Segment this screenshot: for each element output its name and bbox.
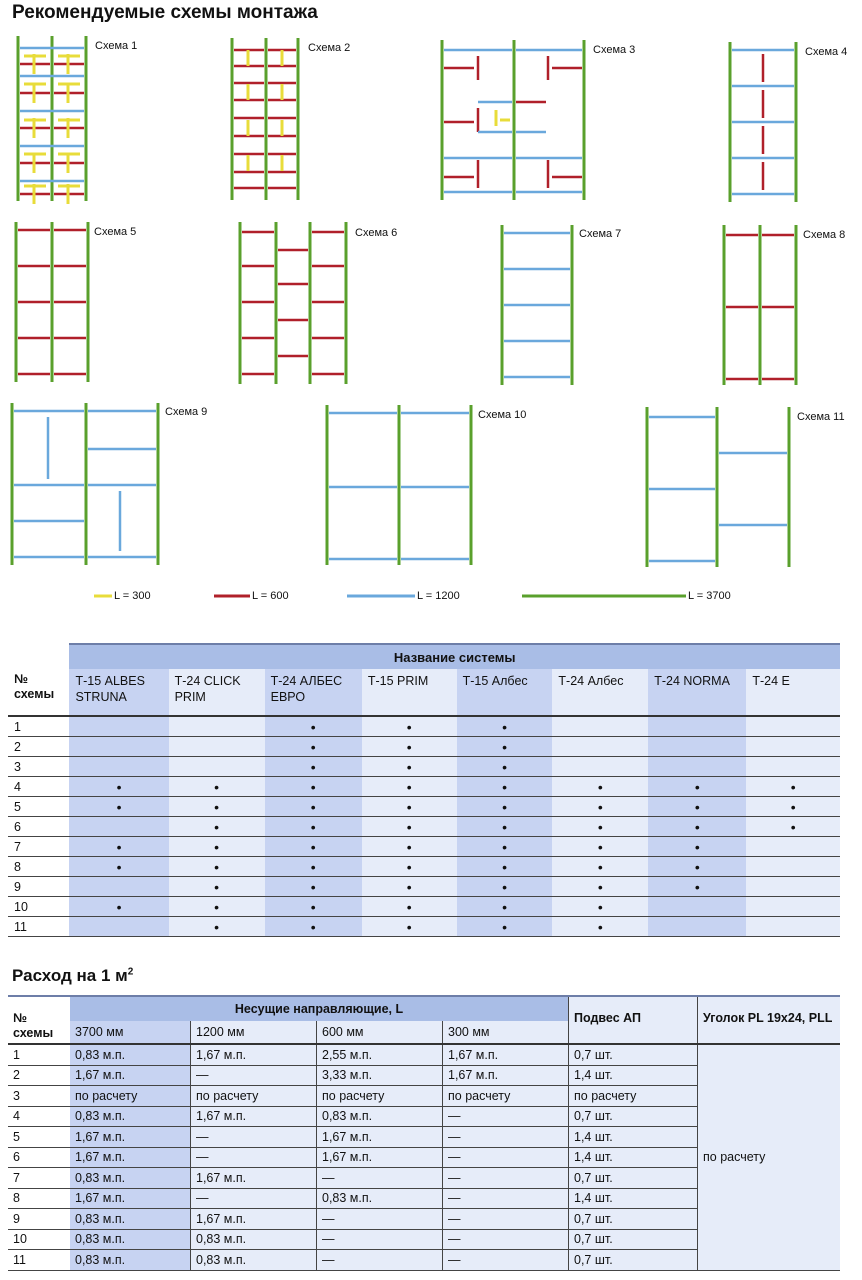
consumption-cell: — [317, 1168, 443, 1189]
system-column-header: Т-24 Албес [552, 669, 648, 716]
compat-cell: • [457, 737, 553, 757]
compat-cell: • [169, 817, 265, 837]
compat-cell: • [457, 716, 553, 737]
compat-cell [169, 737, 265, 757]
compat-cell [746, 737, 840, 757]
consumption-cell: — [443, 1168, 569, 1189]
compat-cell: • [362, 777, 457, 797]
table-row [8, 757, 840, 777]
compat-cell: • [265, 817, 362, 837]
compat-cell [746, 716, 840, 737]
row-number: 11 [8, 917, 69, 937]
scheme-label: Схема 6 [355, 227, 398, 239]
compat-cell: • [457, 837, 553, 857]
compat-cell: • [457, 817, 553, 837]
scheme-label: Схема 10 [478, 409, 527, 421]
consumption-cell: — [191, 1147, 317, 1168]
compat-cell: • [265, 797, 362, 817]
compat-cell: • [552, 877, 648, 897]
rails-header: Несущие направляющие, L [70, 996, 569, 1021]
system-column-header: Т-24 NORMA [648, 669, 746, 716]
compat-cell [648, 737, 746, 757]
scheme-label: Схема 5 [94, 226, 137, 238]
consumption-title: Расход на 1 $м^2$ [12, 966, 134, 985]
compat-cell: • [552, 777, 648, 797]
compat-cell: • [362, 817, 457, 837]
consumption-cell: 1,67 м.п. [70, 1127, 191, 1148]
compat-cell: • [457, 797, 553, 817]
system-name-header: Название системы [69, 644, 840, 669]
legend-item-1200: L = 1200 [417, 590, 460, 602]
consumption-cell: — [317, 1250, 443, 1271]
row-number: 4 [8, 1106, 70, 1127]
consumption-cell: 0,83 м.п. [70, 1250, 191, 1271]
table-row [8, 716, 840, 737]
consumption-cell: по расчету [317, 1086, 443, 1107]
consumption-cell: 0,83 м.п. [191, 1229, 317, 1250]
table-row [8, 797, 840, 817]
consumption-cell: 0,83 м.п. [70, 1106, 191, 1127]
scheme-label: Схема 9 [165, 406, 208, 418]
compat-cell: • [265, 877, 362, 897]
scheme-label: Схема 7 [579, 228, 622, 240]
compat-cell: • [457, 857, 553, 877]
compat-cell: • [169, 897, 265, 917]
consumption-cell: 1,67 м.п. [191, 1168, 317, 1189]
consumption-cell: 0,7 шт. [569, 1168, 698, 1189]
rail-length-header: 1200 мм [191, 1021, 317, 1044]
consumption-cell: 1,67 м.п. [443, 1065, 569, 1086]
consumption-cell: 0,7 шт. [569, 1044, 698, 1065]
compat-cell [69, 716, 168, 737]
hanger-header: Подвес АП [569, 996, 698, 1044]
system-column-header: Т-24 АЛБЕС ЕВРО [265, 669, 362, 716]
consumption-cell: 1,4 шт. [569, 1188, 698, 1209]
compat-cell: • [169, 837, 265, 857]
num-header: № схемы [8, 644, 69, 716]
consumption-cell: 1,67 м.п. [191, 1209, 317, 1230]
compat-cell: • [552, 797, 648, 817]
table-row [8, 877, 840, 897]
compat-cell: • [362, 737, 457, 757]
scheme-1-diagram [12, 36, 90, 201]
consumption-cell: — [443, 1188, 569, 1209]
scheme-4-diagram [726, 42, 800, 202]
consumption-cell: 0,83 м.п. [191, 1250, 317, 1271]
compat-cell [648, 716, 746, 737]
compat-cell: • [746, 777, 840, 797]
rail-length-header: 600 мм [317, 1021, 443, 1044]
compat-cell: • [362, 757, 457, 777]
row-number: 9 [8, 877, 69, 897]
table-row [8, 857, 840, 877]
row-number: 3 [8, 1086, 70, 1107]
consumption-cell: 1,67 м.п. [191, 1044, 317, 1065]
compat-cell [69, 917, 168, 937]
consumption-cell: — [191, 1127, 317, 1148]
compat-cell [746, 857, 840, 877]
compat-cell [746, 877, 840, 897]
consumption-cell: 1,67 м.п. [70, 1147, 191, 1168]
consumption-cell: — [443, 1250, 569, 1271]
compat-cell: • [69, 837, 168, 857]
num-header: № схемы [8, 996, 70, 1044]
compat-cell [552, 716, 648, 737]
row-number: 5 [8, 1127, 70, 1148]
row-number: 11 [8, 1250, 70, 1271]
compat-cell: • [69, 777, 168, 797]
scheme-2-diagram [228, 38, 302, 200]
compat-cell: • [69, 897, 168, 917]
system-column-header: Т-15 ALBES STRUNA [69, 669, 168, 716]
row-number: 3 [8, 757, 69, 777]
compat-cell [69, 737, 168, 757]
scheme-8-diagram [722, 225, 798, 385]
scheme-label: Схема 4 [805, 46, 848, 58]
compat-cell: • [648, 777, 746, 797]
row-number: 2 [8, 1065, 70, 1086]
consumption-cell: 0,83 м.п. [317, 1188, 443, 1209]
consumption-cell: — [443, 1127, 569, 1148]
compat-cell: • [457, 877, 553, 897]
consumption-cell: 0,7 шт. [569, 1229, 698, 1250]
table-row [8, 837, 840, 857]
corner-header: Уголок PL 19x24, PLL [698, 996, 841, 1044]
table-row [8, 897, 840, 917]
scheme-label: Схема 3 [593, 44, 636, 56]
consumption-cell: 1,4 шт. [569, 1065, 698, 1086]
compat-cell [746, 897, 840, 917]
compat-cell [746, 837, 840, 857]
compat-cell: • [552, 917, 648, 937]
page-title: Рекомендуемые схемы монтажа [12, 2, 318, 23]
consumption-cell: — [443, 1106, 569, 1127]
row-number: 10 [8, 897, 69, 917]
consumption-cell: по расчету [191, 1086, 317, 1107]
consumption-cell: 0,83 м.п. [70, 1209, 191, 1230]
table-row [8, 1044, 840, 1065]
scheme-9-diagram [10, 403, 160, 565]
corner-value: по расчету [698, 1044, 841, 1270]
row-number: 1 [8, 716, 69, 737]
consumption-cell: 0,7 шт. [569, 1209, 698, 1230]
scheme-label: Схема 11 [797, 411, 845, 423]
compat-cell [169, 716, 265, 737]
compat-cell: • [265, 737, 362, 757]
row-number: 7 [8, 1168, 70, 1189]
row-number: 5 [8, 797, 69, 817]
row-number: 9 [8, 1209, 70, 1230]
scheme-3-diagram [438, 40, 588, 200]
row-number: 7 [8, 837, 69, 857]
consumption-cell: 0,83 м.п. [317, 1106, 443, 1127]
scheme-10-diagram [325, 405, 473, 565]
scheme-11-diagram [643, 407, 791, 567]
systems-table [8, 643, 840, 937]
consumption-cell: — [191, 1065, 317, 1086]
legend [0, 590, 862, 610]
consumption-cell: 1,67 м.п. [317, 1127, 443, 1148]
compat-cell [552, 737, 648, 757]
scheme-6-diagram [238, 222, 350, 384]
row-number: 2 [8, 737, 69, 757]
scheme-label: Схема 1 [95, 40, 138, 52]
consumption-cell: 2,55 м.п. [317, 1044, 443, 1065]
row-number: 10 [8, 1229, 70, 1250]
table-row [8, 917, 840, 937]
consumption-cell: по расчету [70, 1086, 191, 1107]
consumption-cell: — [443, 1147, 569, 1168]
compat-cell: • [169, 877, 265, 897]
compat-cell [746, 917, 840, 937]
compat-cell [69, 757, 168, 777]
system-column-header: Т-24 CLICK PRIM [169, 669, 265, 716]
row-number: 4 [8, 777, 69, 797]
rail-length-header: 300 мм [443, 1021, 569, 1044]
consumption-cell: 1,4 шт. [569, 1127, 698, 1148]
consumption-cell: — [317, 1229, 443, 1250]
compat-cell: • [362, 857, 457, 877]
compat-cell: • [552, 837, 648, 857]
consumption-cell: — [191, 1188, 317, 1209]
compat-cell: • [169, 917, 265, 937]
compat-cell: • [648, 797, 746, 817]
compat-cell: • [457, 777, 553, 797]
compat-cell: • [362, 917, 457, 937]
table-row [8, 777, 840, 797]
legend-item-3700: L = 3700 [688, 590, 731, 602]
compat-cell [69, 877, 168, 897]
compat-cell: • [746, 797, 840, 817]
scheme-7-diagram [500, 225, 574, 385]
legend-item-600: L = 600 [252, 590, 289, 602]
compat-cell [648, 897, 746, 917]
compat-cell: • [746, 817, 840, 837]
consumption-cell: 1,67 м.п. [70, 1065, 191, 1086]
consumption-cell: — [317, 1209, 443, 1230]
compat-cell [648, 917, 746, 937]
compat-cell: • [169, 777, 265, 797]
system-column-header: Т-15 Албес [457, 669, 553, 716]
compat-cell: • [362, 897, 457, 917]
compat-cell: • [69, 797, 168, 817]
compat-cell [746, 757, 840, 777]
scheme-label: Схема 2 [308, 42, 351, 54]
compat-cell: • [457, 757, 553, 777]
compat-cell: • [648, 877, 746, 897]
rail-length-header: 3700 мм [70, 1021, 191, 1044]
compat-cell: • [265, 897, 362, 917]
compat-cell: • [265, 757, 362, 777]
compat-cell: • [362, 837, 457, 857]
consumption-cell: — [443, 1209, 569, 1230]
consumption-table [8, 995, 840, 1271]
system-column-header: Т-15 PRIM [362, 669, 457, 716]
consumption-cell: по расчету [443, 1086, 569, 1107]
compat-cell: • [552, 857, 648, 877]
compat-cell: • [265, 837, 362, 857]
consumption-cell: 0,83 м.п. [70, 1168, 191, 1189]
consumption-cell: 0,7 шт. [569, 1250, 698, 1271]
scheme-label: Схема 8 [803, 229, 846, 241]
consumption-cell: 1,67 м.п. [70, 1188, 191, 1209]
compat-cell: • [265, 857, 362, 877]
compat-cell [69, 817, 168, 837]
system-column-header: Т-24 Е [746, 669, 840, 716]
consumption-cell: 0,83 м.п. [70, 1044, 191, 1065]
compat-cell: • [457, 917, 553, 937]
compat-cell: • [265, 917, 362, 937]
row-number: 6 [8, 1147, 70, 1168]
compat-cell: • [169, 797, 265, 817]
compat-cell: • [362, 797, 457, 817]
compat-cell: • [362, 877, 457, 897]
compat-cell: • [265, 777, 362, 797]
table-row [8, 737, 840, 757]
compat-cell: • [552, 897, 648, 917]
row-number: 8 [8, 1188, 70, 1209]
compat-cell: • [648, 817, 746, 837]
compat-cell [648, 757, 746, 777]
legend-item-300: L = 300 [114, 590, 151, 602]
compat-cell [552, 757, 648, 777]
row-number: 1 [8, 1044, 70, 1065]
compat-cell: • [457, 897, 553, 917]
consumption-cell: — [443, 1229, 569, 1250]
compat-cell: • [648, 857, 746, 877]
compat-cell: • [362, 716, 457, 737]
consumption-cell: 3,33 м.п. [317, 1065, 443, 1086]
compat-cell: • [265, 716, 362, 737]
consumption-cell: 1,67 м.п. [443, 1044, 569, 1065]
consumption-cell: 1,67 м.п. [317, 1147, 443, 1168]
consumption-cell: 0,83 м.п. [70, 1229, 191, 1250]
consumption-cell: по расчету [569, 1086, 698, 1107]
compat-cell [169, 757, 265, 777]
scheme-5-diagram [12, 222, 90, 382]
compat-cell: • [648, 837, 746, 857]
table-row [8, 817, 840, 837]
compat-cell: • [552, 817, 648, 837]
row-number: 6 [8, 817, 69, 837]
consumption-cell: 0,7 шт. [569, 1106, 698, 1127]
consumption-cell: 1,67 м.п. [191, 1106, 317, 1127]
compat-cell: • [69, 857, 168, 877]
row-number: 8 [8, 857, 69, 877]
compat-cell: • [169, 857, 265, 877]
consumption-cell: 1,4 шт. [569, 1147, 698, 1168]
